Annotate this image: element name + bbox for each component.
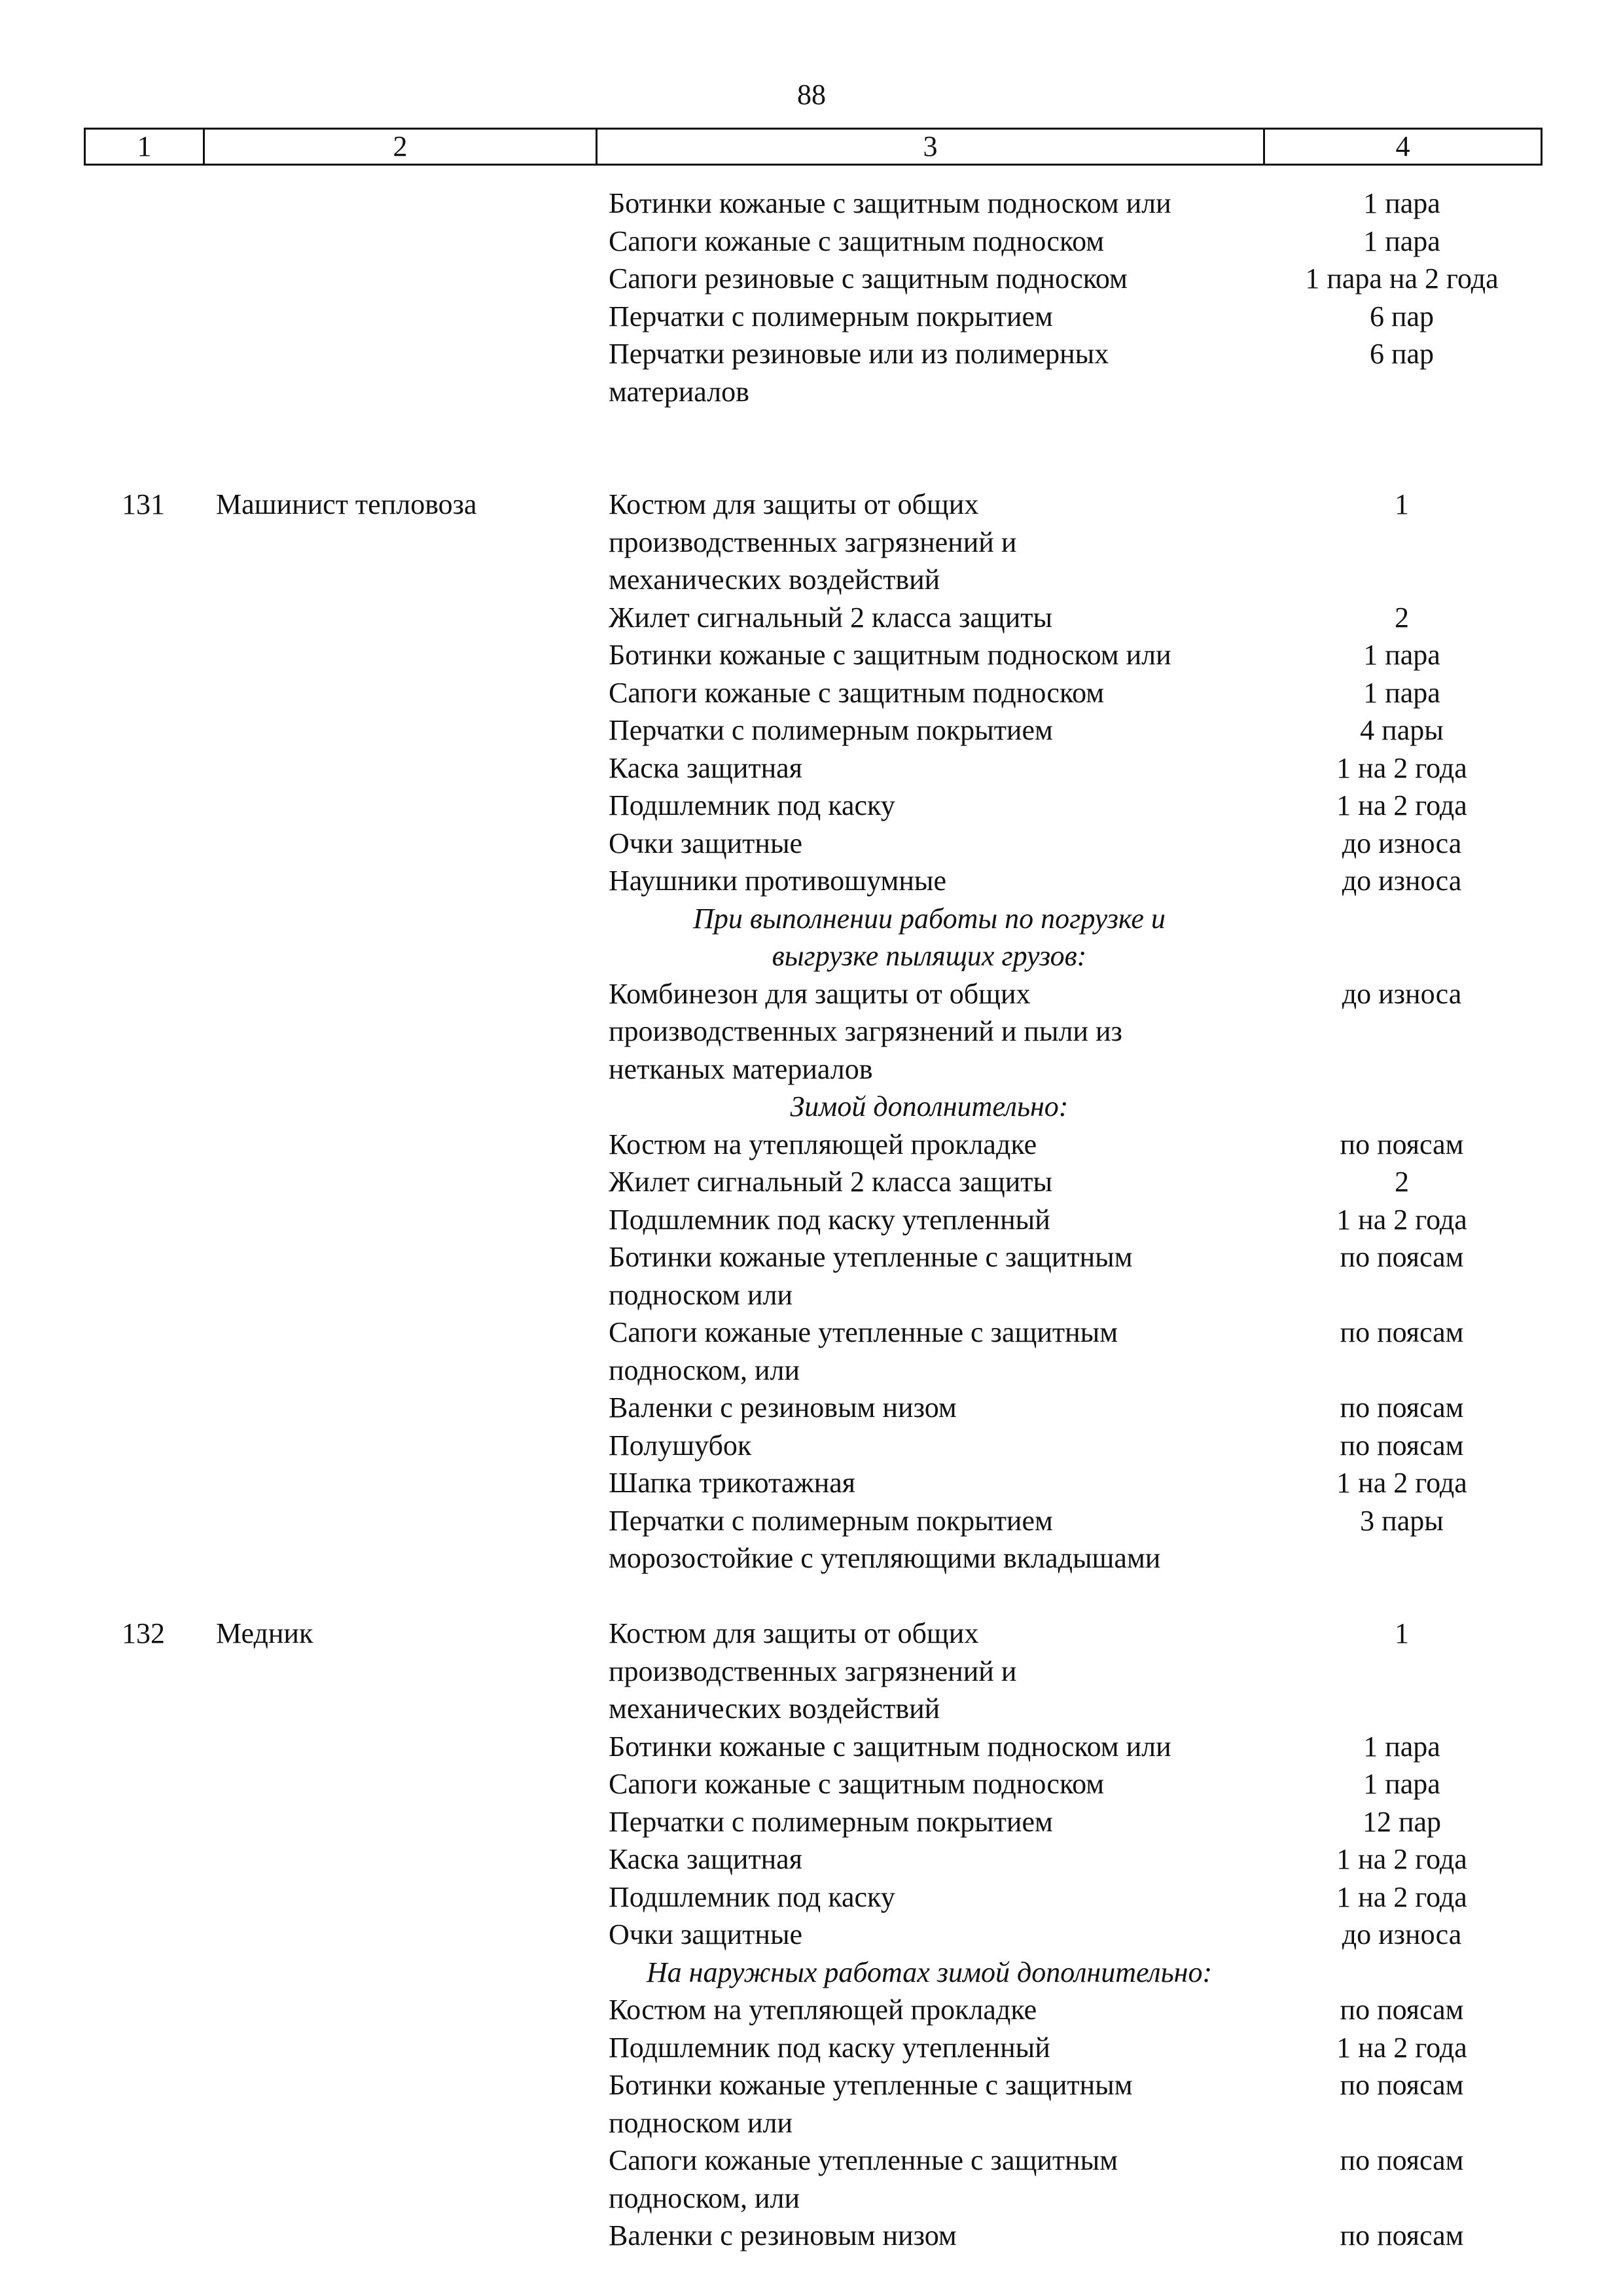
row-number — [84, 2217, 203, 2255]
profession-name — [203, 1840, 596, 1878]
profession-name — [203, 1803, 596, 1841]
item-line: Ботинки кожаные утепленные с защитным — [609, 1241, 1133, 1273]
item-quantity: до износа — [1342, 977, 1462, 1010]
profession-name — [203, 900, 596, 975]
item-quantity: 1 на 2 года — [1336, 2031, 1467, 2064]
item-name — [596, 749, 1263, 787]
table-row — [84, 2029, 1541, 2067]
table-row — [84, 260, 1541, 298]
item-name — [596, 298, 1263, 336]
row-number — [84, 1840, 203, 1878]
item-line: производственных загрязнений и пыли из — [609, 1015, 1122, 1047]
item-name — [596, 1238, 1263, 1314]
item-name — [596, 1765, 1263, 1803]
profession-name — [203, 1163, 596, 1201]
table-row — [84, 1502, 1541, 1577]
row-number — [84, 185, 203, 223]
row-number — [84, 223, 203, 260]
item-quantity: по поясам — [1340, 2219, 1464, 2251]
column-header-3: 3 — [597, 129, 1264, 165]
subheading-text — [596, 1088, 1263, 1126]
item-line: Костюм на утепляющей прокладке — [609, 1994, 1037, 2026]
item-name — [596, 2066, 1263, 2142]
row-number — [84, 862, 203, 900]
item-line: Шапка трикотажная — [609, 1467, 856, 1499]
item-quantity: 1 — [1395, 488, 1409, 520]
item-name — [596, 674, 1263, 712]
item-quantity: 6 пар — [1369, 338, 1435, 370]
table-row — [84, 1314, 1541, 1389]
row-number — [84, 1427, 203, 1465]
item-name — [596, 185, 1263, 223]
item-name — [596, 260, 1263, 298]
table-row — [84, 1878, 1541, 1916]
table-row — [84, 2066, 1541, 2142]
item-line: выгрузке пылящих грузов: — [772, 940, 1087, 972]
item-name — [596, 1126, 1263, 1164]
item-name — [596, 711, 1263, 749]
row-number — [84, 1126, 203, 1164]
spacer-cell — [84, 410, 1541, 448]
item-name — [596, 1201, 1263, 1239]
profession-name — [203, 1502, 596, 1577]
spacer-cell — [84, 1577, 1541, 1615]
profession-name — [203, 1464, 596, 1502]
profession-name — [203, 185, 596, 223]
profession-name — [203, 1314, 596, 1389]
item-line: подноском, или — [609, 2181, 800, 2214]
row-number — [84, 1314, 203, 1389]
item-line: Очки защитные — [609, 1918, 803, 1950]
item-line: Каска защитная — [609, 1843, 802, 1875]
table-row — [84, 975, 1541, 1088]
spacer-row — [84, 448, 1541, 486]
row-number — [84, 2029, 203, 2067]
item-line: Ботинки кожаные с защитным подноском или — [609, 1730, 1171, 1763]
item-line: Сапоги кожаные утепленные с защитным — [609, 1316, 1118, 1348]
profession-name — [203, 599, 596, 637]
row-number: 131 — [122, 488, 165, 520]
profession-name — [203, 298, 596, 336]
row-number — [84, 1954, 203, 1992]
item-line: Наушники противошумные — [609, 865, 946, 897]
table-row — [84, 1126, 1541, 1164]
subheading-row — [84, 1088, 1541, 1126]
item-quantity: 2 — [1395, 601, 1409, 634]
item-quantity: до износа — [1342, 865, 1462, 897]
row-number — [84, 1464, 203, 1502]
profession-name: Машинист тепловоза — [216, 488, 477, 520]
item-quantity: по поясам — [1340, 1429, 1464, 1462]
profession-name — [203, 2066, 596, 2142]
item-line: При выполнении работы по погрузке и — [693, 902, 1166, 935]
item-line: производственных загрязнений и — [609, 1655, 1017, 1687]
row-number — [84, 787, 203, 825]
row-number — [84, 2066, 203, 2142]
column-header-row — [85, 129, 1542, 165]
row-number — [84, 1201, 203, 1239]
table-row — [84, 1464, 1541, 1502]
item-line: Ботинки кожаные утепленные с защитным — [609, 2069, 1133, 2101]
item-quantity: 1 пара — [1363, 676, 1440, 709]
table-row — [84, 1389, 1541, 1427]
profession-name: Медник — [216, 1617, 313, 1649]
subheading-row — [84, 1954, 1541, 1992]
profession-name — [203, 1728, 596, 1766]
item-quantity: по поясам — [1340, 2144, 1464, 2176]
table-row — [84, 1803, 1541, 1841]
profession-name — [203, 2142, 596, 2217]
item-line: подноском или — [609, 2106, 793, 2139]
profession-name — [203, 1427, 596, 1465]
item-line: материалов — [609, 375, 749, 408]
profession-name — [203, 711, 596, 749]
item-quantity: 1 на 2 года — [1336, 1880, 1467, 1913]
row-number — [84, 1728, 203, 1766]
profession-name — [203, 862, 596, 900]
item-line: Жилет сигнальный 2 класса защиты — [609, 601, 1053, 634]
profession-name — [203, 335, 596, 410]
item-quantity: 1 — [1395, 1617, 1409, 1649]
subheading-text — [596, 900, 1263, 975]
equipment-table — [84, 185, 1541, 2255]
row-number — [84, 749, 203, 787]
item-quantity: 1 на 2 года — [1336, 751, 1467, 784]
item-line: Каска защитная — [609, 751, 802, 784]
item-name — [596, 1916, 1263, 1954]
item-name — [596, 825, 1263, 863]
item-line: Перчатки с полимерным покрытием — [609, 714, 1053, 746]
item-quantity — [1263, 900, 1541, 975]
row-number — [84, 1991, 203, 2029]
table-row — [84, 185, 1541, 223]
item-quantity: по поясам — [1340, 1241, 1464, 1273]
item-line: Подшлемник под каску утепленный — [609, 2031, 1050, 2064]
subheading-row — [84, 900, 1541, 975]
item-quantity: 1 пара — [1363, 639, 1440, 671]
profession-name — [203, 223, 596, 260]
item-name — [596, 1991, 1263, 2029]
item-name — [596, 1803, 1263, 1841]
profession-name — [203, 975, 596, 1088]
item-name — [596, 636, 1263, 674]
item-line: Комбинезон для защиты от общих — [609, 977, 1031, 1010]
table-row — [84, 2142, 1541, 2217]
spacer-row — [84, 1577, 1541, 1615]
item-quantity: 1 пара — [1363, 224, 1440, 257]
item-quantity: до износа — [1342, 1918, 1462, 1950]
item-quantity: 1 на 2 года — [1336, 1467, 1467, 1499]
item-line: Перчатки с полимерным покрытием — [609, 1504, 1053, 1537]
profession-name — [203, 1201, 596, 1239]
item-line: На наружных работах зимой дополнительно: — [646, 1956, 1213, 1988]
item-line: Очки защитные — [609, 827, 803, 859]
item-name — [596, 1728, 1263, 1766]
item-quantity: 1 на 2 года — [1336, 1203, 1467, 1236]
item-name — [596, 335, 1263, 410]
subheading-text — [596, 1954, 1263, 1992]
item-name — [596, 486, 1263, 599]
column-header-4: 4 — [1264, 129, 1542, 165]
profession-name — [203, 1765, 596, 1803]
item-line: Подшлемник под каску — [609, 789, 895, 821]
table-row — [84, 1163, 1541, 1201]
profession-name — [203, 2029, 596, 2067]
item-quantity: 6 пар — [1369, 300, 1435, 332]
item-line: производственных загрязнений и — [609, 526, 1017, 558]
item-line: Перчатки с полимерным покрытием — [609, 1805, 1053, 1838]
item-line: Сапоги кожаные с защитным подноском — [609, 1768, 1105, 1800]
item-line: Костюм для защиты от общих — [609, 488, 979, 520]
item-line: Костюм для защиты от общих — [609, 1617, 979, 1649]
item-line: морозостойкие с утепляющими вкладышами — [609, 1542, 1161, 1574]
item-name — [596, 1502, 1263, 1577]
item-line: Костюм на утепляющей прокладке — [609, 1128, 1037, 1160]
profession-name — [203, 1088, 596, 1126]
row-number — [84, 1803, 203, 1841]
table-row — [84, 1427, 1541, 1465]
row-number — [84, 975, 203, 1088]
item-name — [596, 2142, 1263, 2217]
item-name — [596, 2217, 1263, 2255]
item-name — [596, 1464, 1263, 1502]
item-line: Сапоги кожаные с защитным подноском — [609, 676, 1105, 709]
row-number: 132 — [122, 1617, 165, 1649]
column-header-1: 1 — [85, 129, 204, 165]
table-row — [84, 1615, 1541, 1728]
profession-name — [203, 825, 596, 863]
table-row — [84, 1238, 1541, 1314]
column-header-strip — [84, 128, 1543, 166]
item-quantity: 4 пары — [1360, 714, 1444, 746]
table-row — [84, 1201, 1541, 1239]
item-name — [596, 975, 1263, 1088]
item-name — [596, 1314, 1263, 1389]
item-quantity: по поясам — [1340, 1994, 1464, 2026]
table-row — [84, 1840, 1541, 1878]
item-name — [596, 599, 1263, 637]
table-row — [84, 1728, 1541, 1766]
item-quantity: по поясам — [1340, 1128, 1464, 1160]
row-number — [84, 1765, 203, 1803]
item-line: Перчатки резиновые или из полимерных — [609, 338, 1109, 370]
equipment-table-body — [84, 185, 1541, 2255]
item-line: Подшлемник под каску — [609, 1880, 895, 1913]
row-number — [84, 2142, 203, 2217]
row-number — [84, 825, 203, 863]
row-number — [84, 335, 203, 410]
table-row — [84, 298, 1541, 336]
table-row — [84, 486, 1541, 599]
item-line: подноском или — [609, 1278, 793, 1311]
item-quantity: 1 пара — [1363, 1730, 1440, 1763]
row-number — [84, 1878, 203, 1916]
profession-name — [203, 1238, 596, 1314]
item-name — [596, 1427, 1263, 1465]
table-row — [84, 862, 1541, 900]
item-line: Жилет сигнальный 2 класса защиты — [609, 1166, 1053, 1198]
row-number — [84, 1088, 203, 1126]
item-quantity: 1 на 2 года — [1336, 789, 1467, 821]
profession-name — [203, 1389, 596, 1427]
item-name — [596, 1389, 1263, 1427]
item-quantity: 3 пары — [1360, 1504, 1444, 1537]
item-line: подноском, или — [609, 1354, 800, 1386]
item-quantity: 1 пара — [1363, 187, 1440, 219]
item-name — [596, 1840, 1263, 1878]
spacer-row — [84, 410, 1541, 448]
profession-name — [203, 1126, 596, 1164]
item-quantity: 1 на 2 года — [1336, 1843, 1467, 1875]
item-line: Сапоги резиновые с защитным подноском — [609, 262, 1128, 295]
row-number — [84, 1389, 203, 1427]
item-quantity: 12 пар — [1362, 1805, 1442, 1838]
profession-name — [203, 260, 596, 298]
table-row — [84, 1991, 1541, 2029]
profession-name — [203, 1916, 596, 1954]
table-row — [84, 787, 1541, 825]
item-name — [596, 1878, 1263, 1916]
table-row — [84, 749, 1541, 787]
profession-name — [203, 749, 596, 787]
item-name — [596, 1615, 1263, 1728]
item-name — [596, 2029, 1263, 2067]
profession-name — [203, 2217, 596, 2255]
table-row — [84, 825, 1541, 863]
item-quantity — [1263, 1954, 1541, 1992]
row-number — [84, 900, 203, 975]
profession-name — [203, 1991, 596, 2029]
item-name — [596, 1163, 1263, 1201]
table-row — [84, 335, 1541, 410]
profession-name — [203, 1954, 596, 1992]
item-line: Сапоги кожаные с защитным подноском — [609, 224, 1105, 257]
item-name — [596, 223, 1263, 260]
row-number — [84, 298, 203, 336]
row-number — [84, 1502, 203, 1577]
table-row — [84, 599, 1541, 637]
item-quantity: 1 пара на 2 года — [1305, 262, 1499, 295]
item-line: Полушубок — [609, 1429, 752, 1462]
row-number — [84, 599, 203, 637]
table-row — [84, 1916, 1541, 1954]
item-quantity: по поясам — [1340, 1391, 1464, 1424]
row-number — [84, 711, 203, 749]
profession-name — [203, 636, 596, 674]
item-line: механических воздействий — [609, 1693, 940, 1725]
item-line: механических воздействий — [609, 564, 940, 596]
table-row — [84, 1765, 1541, 1803]
item-quantity — [1263, 1088, 1541, 1126]
item-quantity: по поясам — [1340, 1316, 1464, 1348]
table-row — [84, 2217, 1541, 2255]
row-number — [84, 1238, 203, 1314]
profession-name — [203, 787, 596, 825]
table-row — [84, 711, 1541, 749]
row-number — [84, 1163, 203, 1201]
row-number — [84, 260, 203, 298]
table-row — [84, 223, 1541, 260]
table-row — [84, 636, 1541, 674]
item-name — [596, 862, 1263, 900]
profession-name — [203, 674, 596, 712]
item-line: Подшлемник под каску утепленный — [609, 1203, 1050, 1236]
page-number: 88 — [797, 79, 826, 111]
item-quantity: 2 — [1395, 1166, 1409, 1198]
item-line: Валенки с резиновым низом — [609, 2219, 957, 2251]
item-line: Ботинки кожаные с защитным подноском или — [609, 187, 1171, 219]
profession-name — [203, 1878, 596, 1916]
item-quantity: до износа — [1342, 827, 1462, 859]
item-line: нетканых материалов — [609, 1052, 873, 1085]
item-line: Перчатки с полимерным покрытием — [609, 300, 1053, 332]
table-row — [84, 674, 1541, 712]
row-number — [84, 674, 203, 712]
item-line: Ботинки кожаные с защитным подноском или — [609, 639, 1171, 671]
row-number — [84, 1916, 203, 1954]
column-header-2: 2 — [204, 129, 597, 165]
item-line: Сапоги кожаные утепленные с защитным — [609, 2144, 1118, 2176]
item-line: Валенки с резиновым низом — [609, 1391, 957, 1424]
row-number — [84, 636, 203, 674]
spacer-cell — [84, 448, 1541, 486]
item-line: Зимой дополнительно: — [790, 1090, 1069, 1122]
item-name — [596, 787, 1263, 825]
item-quantity: 1 пара — [1363, 1768, 1440, 1800]
item-quantity: по поясам — [1340, 2069, 1464, 2101]
